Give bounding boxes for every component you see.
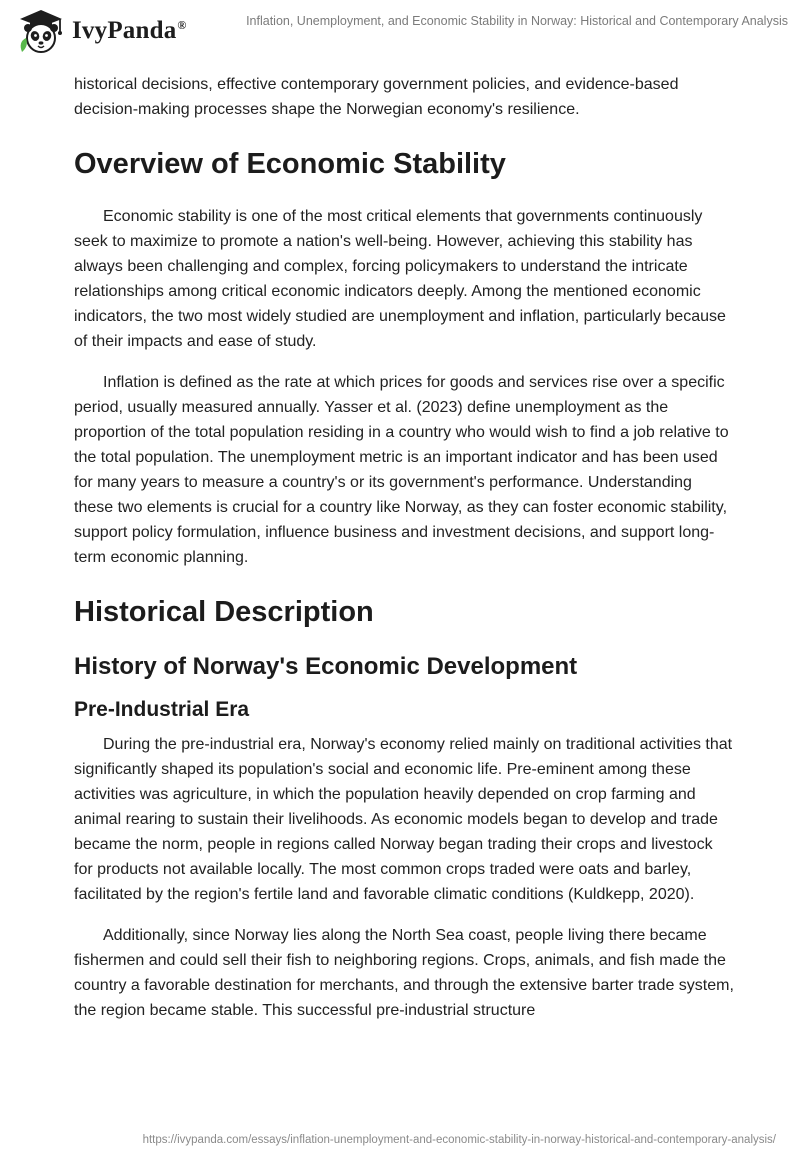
intro-paragraph-continuation: historical decisions, effective contemporary government policies, and evidence-based decision-making processes shape the Norwegian economy's resilience.: [74, 76, 679, 118]
brand-name: IvyPanda®: [72, 17, 187, 44]
overview-paragraph-1: Economic stability is one of the most critical elements that governments continuously seek to maximize to promote a nation's well-being. However, achieving this stability has always been challenging and complex, forcing policymakers to understand the intricate relationships among critical economic indicators deeply. Among the mentioned economic indicators, the two most widely studied are unemployment and inflation, particularly because of their impacts and ease of study.: [74, 208, 726, 350]
heading-pre-industrial-era: Pre-Industrial Era: [74, 698, 250, 721]
heading-history-norway-economic-development: History of Norway's Economic Development: [74, 653, 578, 680]
heading-historical-description: Historical Description: [74, 596, 374, 628]
ivypanda-logo[interactable]: [16, 8, 187, 54]
page-header: [0, 0, 800, 62]
registered-mark: ®: [177, 17, 187, 32]
heading-overview-economic-stability: Overview of Economic Stability: [74, 148, 506, 180]
pre-industrial-paragraph-1: During the pre-industrial era, Norway's economy relied mainly on traditional activities that significantly shaped its population's social and economic life. Pre-eminent among these activities was agriculture, in which the population heavily depended on crop farming and animal rearing to sustain their livelihoods. As economic models began to develop and trade became the norm, people in regions called Norway began trading their crops and livestock for products not available locally. The most common crops traded were oats and barley, facilitated by the region's fertile land and favorable climatic conditions (Kuldkepp, 2020).: [74, 736, 733, 903]
essay-content: [74, 72, 734, 1039]
pre-industrial-paragraph-2: Additionally, since Norway lies along the North Sea coast, people living there became fishermen and could sell their fish to neighboring regions. Crops, animals, and fish made the country a favorable destination for merchants, and through the extensive barter trade system, the region became stable. This successful pre-industrial structure: [74, 927, 734, 1019]
footer-url[interactable]: https://ivypanda.com/essays/inflation-unemployment-and-economic-stability-in-norway-historical-and-contemporary-analysis/: [142, 1134, 776, 1146]
overview-paragraph-2: Inflation is defined as the rate at which prices for goods and services rise over a specific period, usually measured annually. Yasser et al. (2023) define unemployment as the proportion of the total population residing in a country who would wish to find a job relative to the total population. The unemployment metric is an important indicator and has been used for many years to measure a country's or its government's performance. Understanding these two elements is crucial for a country like Norway, as they can foster economic stability, support policy formulation, influence business and investment decisions, and support long-term economic planning.: [74, 374, 729, 566]
panda-graduate-icon: [16, 8, 66, 54]
document-title: Inflation, Unemployment, and Economic Stability in Norway: Historical and Contemporary Analysis: [246, 14, 788, 28]
